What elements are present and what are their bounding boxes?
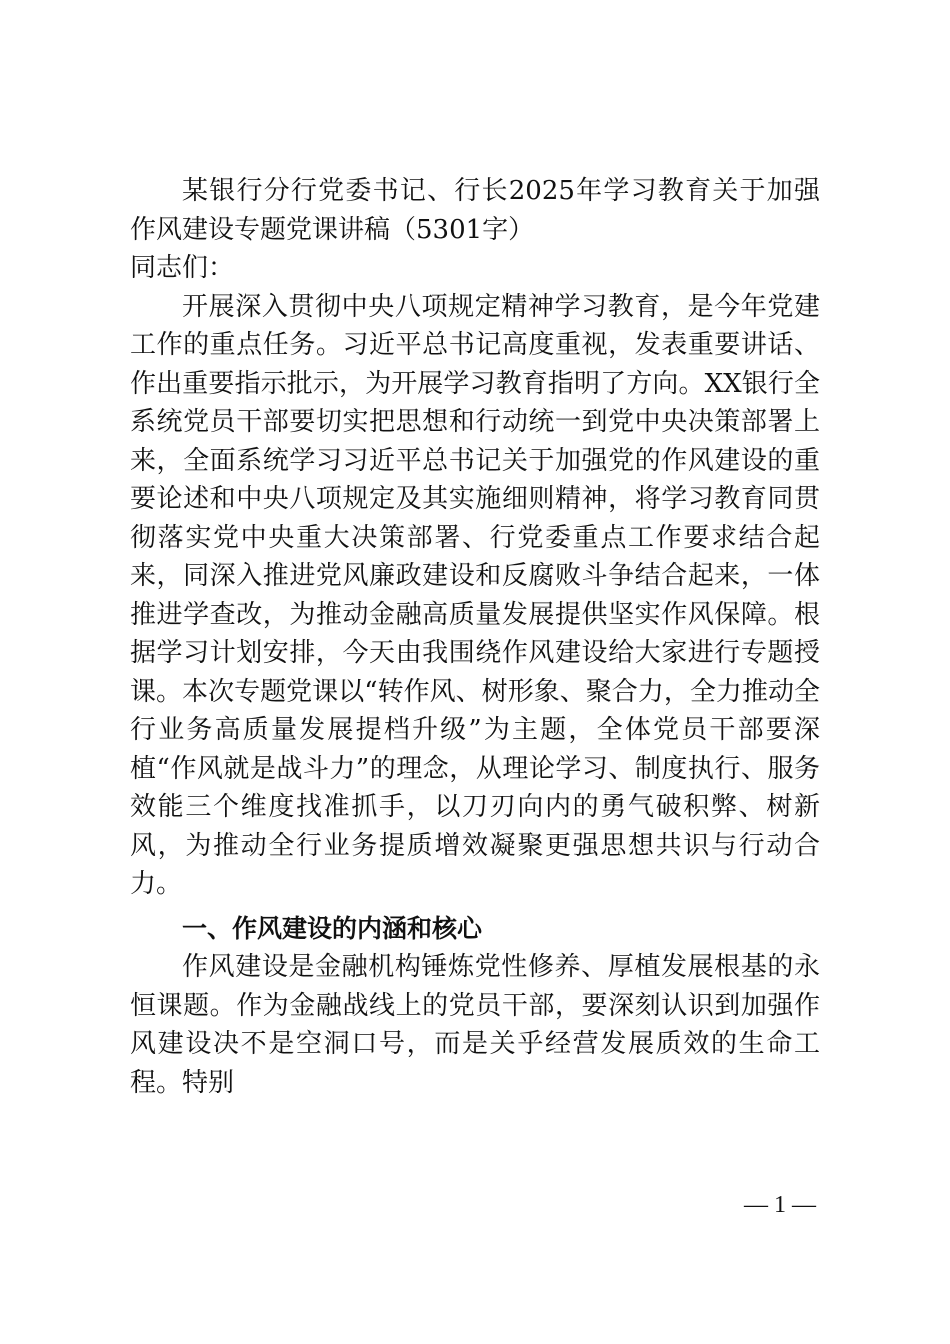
document-body (130, 172, 820, 1102)
intro-paragraph: 开展深入贯彻中央八项规定精神学习教育，是今年党建工作的重点任务。习近平总书记高度重视，发表重要讲话、作出重要指示批示，为开展学习教育指明了方向。XX银行全系统党员干部要切实把思想和行动统一到党中央决策部署上来，全面系统学习习近平总书记关于加强党的作风建设的重要论述和中央八项规定及其实施细则精神，将学习教育同贯彻落实党中央重大决策部署、行党委重点工作要求结合起来，同深入推进党风廉政建设和反腐败斗争结合起来，一体推进学查改，为推动金融高质量发展提供坚实作风保障。根据学习计划安排，今天由我围绕作风建设给大家进行专题授课。本次专题党课以“转作风、树形象、聚合力，全力推动全行业务高质量发展提档升级”为主题，全体党员干部要深植“作风就是战斗力”的理念，从理论学习、制度执行、服务效能三个维度找准抓手，以刀刃向内的勇气破积弊、树新风，为推动全行业务提质增效凝聚更强思想共识与行动合力。 (130, 291, 820, 899)
salutation: 同志们： (130, 253, 235, 283)
section-paragraph: 作风建设是金融机构锤炼党性修养、厚植发展根基的永恒课题。作为金融战线上的党员干部，要深刻认识到加强作风建设决不是空洞口号，而是关乎经营发展质效的生命工程。特别 (130, 952, 820, 1098)
document-title: 某银行分行党委书记、行长2025年学习教育关于加强作风建设专题党课讲稿（5301字） (130, 176, 820, 245)
section-heading: 一、作风建设的内涵和核心 (182, 913, 483, 943)
page-number: — 1 — (744, 1192, 816, 1218)
